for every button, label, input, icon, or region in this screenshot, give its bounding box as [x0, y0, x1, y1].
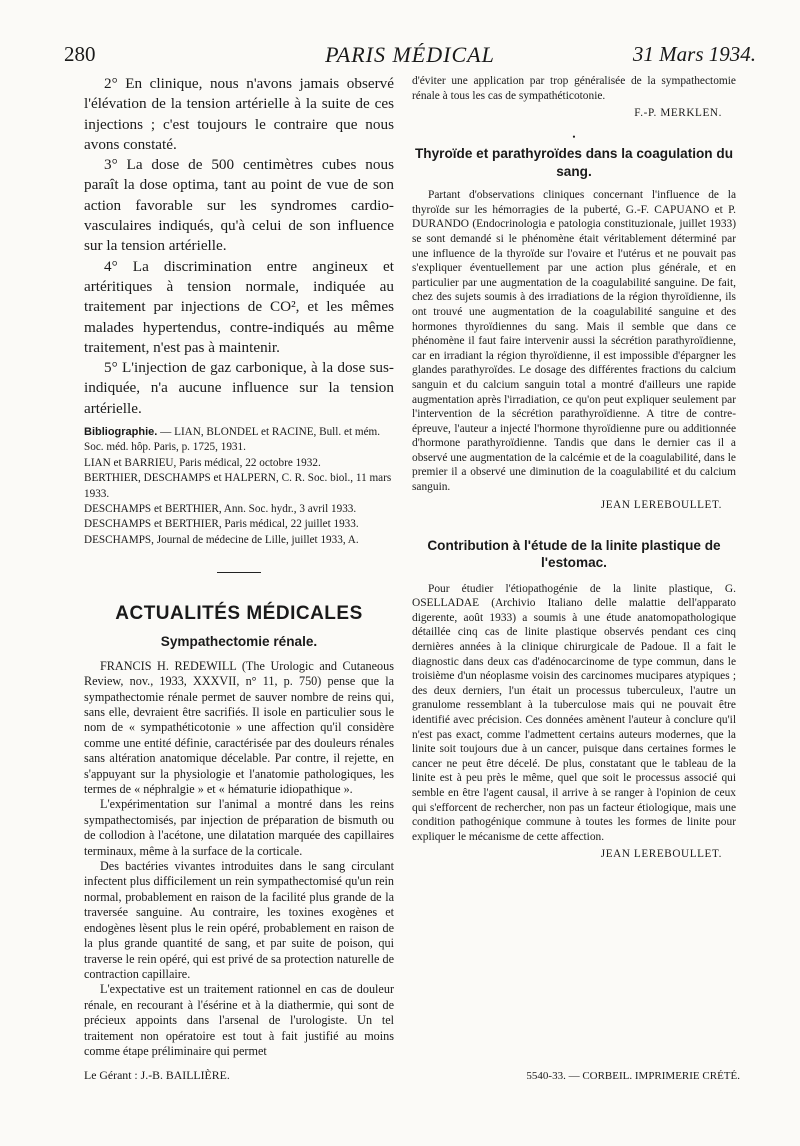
journal-title: PARIS MÉDICAL	[325, 42, 495, 67]
page-header	[64, 42, 756, 72]
paragraph-continuation: d'éviter une application par trop généralisée de la sympathectomie rénale à tous les cas de sympathéticotonie.	[412, 75, 736, 102]
paragraph: L'expectative est un traitement rationnel en cas de douleur rénale, en recourant à l'ésérine et à la diathermie, qui sont de précieux appoints dans l'arsenal de l'urologiste. Un tel traitement non opératoire est tout à fait justifié au moins comme étape préliminaire qui permet	[84, 982, 394, 1058]
paragraph-discrimination: 4° La discrimination entre angineux et artéritiques à tension normale, indiquée au traitement par injections de CO², et les mêmes malades hypertendus, contre-indiqués au même traitement, n'est pas à maintenir.	[84, 257, 394, 356]
paragraph: FRANCIS H. REDEWILL (The Urologic and Cutaneous Review, nov., 1933, XXXVII, n° 11, p. 750) pense que la sympathectomie rénale permet de sauver nombre de reins qui, sans elle, devraient être sacrifiés. Il isole en particulier sous le nom de « sympathéticotonie » une affection qu'il considère comme une entité définie, caractérisée par des douleurs rénales sans altération anatomique décelable. Par contre, il rejette, en s'appuyant sur la physiologie et l'anatomie pathologiques, les termes de « néphralgie » et « hématurie idiopathique ».	[84, 658, 394, 797]
paragraph-dose: 3° La dose de 500 centimètres cubes nous paraît la dose optima, tant au point de vue de son action favorable sur les syndromes cardio-vasculaires indiqués, qu'à celui de son influence sur la tension artérielle.	[84, 156, 394, 255]
paragraph: Des bactéries vivantes introduites dans le sang circulant infectent plus difficilement un rein sympathectomisé qu'un rein normal, probablement en raison de la facilité plus grande de la traversée sanguine. Au contraire, les toxines exogènes et endogènes lèsent plus le rein opéré, probablement en raison de la plus grande quantité de sang, et par suite de poison, qui traverse le rein opéré, qui est privé de sa protection naturelle de contraction capillaire.	[84, 859, 394, 981]
paragraph: L'expérimentation sur l'animal a montré dans les reins sympathectomisés, par injection de préparation de bismuth ou de collodion à l'acétone, une dilatation marquée des capillaires terminaux, même à la surface de la corticale.	[84, 797, 394, 858]
article-title-thyroide: Thyroïde et parathyroïdes dans la coagulation du sang.	[415, 146, 733, 179]
paragraph-clinique: 2° En clinique, nous n'avons jamais observé l'élévation de la tension artérielle à la suite de ces injections ; c'est toujours le contraire que nous avons constaté.	[84, 75, 394, 153]
footer-gerant: Le Gérant : J.-B. BAILLIÈRE.	[84, 1068, 230, 1082]
bibliography-heading: Bibliographie.	[84, 426, 158, 439]
article-title-linite: Contribution à l'étude de la linite plastique de l'estomac.	[427, 537, 721, 571]
page-number: 280	[64, 42, 96, 66]
paragraph: Partant d'observations cliniques concernant l'influence de la thyroïde sur les hémorragies de la puberté, G.-F. CAPUANO et P. DURANDO (Endocrinologia e patologia constituzionale, juillet 1933) se sont demandé si le phénomène était véritablement déterminé par une influence de la thyroïde sur l'ovaire et l'utérus et ne pouvait pas s'expliquer éventuellement par une action plus générale, et en particulier par une augmentation de la coagulabilité sanguine. De fait, chez des sujets soumis à des irradiations de la région thyroïdienne, ils ont trouvé une augmentation de la coagulabilité sanguine et des hormones thyroïdiennes du sang. Mais il semble que dans ce phénomène il faut faire intervenir aussi la sécrétion parathyroïdienne, car en irradiant la région thyroïdienne, il est impossible d'épargner les glandes parathyroïdes. Le dosage des différentes fractions du calcium sanguin et du calcium sanguin total a montré d'ailleurs une rapide augmentation après l'irradiation, ce qu'on peut expliquer seulement par l'intervention de la sécrétion parathyroïdienne. A titre de contre-épreuve, l'auteur a injecté l'hormone thyroïdienne pure ou additionnée d'hormone parathyroïdienne. Tandis que dans le dernier cas il a observé une augmentation de la calcémie et de la coagulabilité, dans le premier il a observé une diminution de la coagulabilité et du calcium sanguin.	[412, 189, 736, 494]
footer-imprimerie: 5540-33. — CORBEIL. IMPRIMERIE CRÉTÉ.	[526, 1070, 740, 1082]
author-signature: JEAN LEREBOULLET.	[600, 848, 722, 861]
section-divider	[217, 572, 261, 573]
bibliography-entry: DESCHAMPS et BERTHIER, Ann. Soc. hydr., 3 avril 1933.	[84, 503, 357, 516]
bibliography	[84, 425, 394, 548]
paragraph: Pour étudier l'étiopathogénie de la linite plastique, G. OSELLADAE (Archivio Italiano delle malattie dell'apparato digerente, août 1933) a soumis à une étude anatomopathologique détaillée cinq cas de linite plastique observés pendant ces cinq dernières années à la clinique chirurgicale de Padoue. Il a fait le diagnostic dans deux cas d'adénocarcinome de type commun, dans le troisième d'un néoplasme voisin des carcinomes mucipares atypiques ; des deux derniers, l'un était un processus tuberculeux, l'autre un granulome ressemblant à la tuberculose mais qui ne pouvait être identifié avec précision. Ces données amènent l'auteur à conclure qu'il n'est pas exact, comme l'admettent certains auteurs modernes, que la linite soit toujours due à un cancer, puisque dans certaines formes le cancer ne peut être décelé. De plus, constatant que le tableau de la linite est à peu près le même, quel que soit le processus associé qui semble en être l'agent causal, il arrive à se ranger à l'opinion de ceux qui s'efforcent de rechercher, non pas un facteur étiologique, mais une condition pathogénique commune à toutes les formes de linite pour expliquer le mécanisme de cette affection.	[412, 582, 736, 843]
article-body-sympathectomie	[84, 659, 394, 1060]
author-signature: F.-P. MERKLEN.	[634, 107, 722, 120]
ornament-dot: •	[572, 132, 576, 143]
bibliography-entry: LIAN et BARRIEU, Paris médical, 22 octobre 1932.	[84, 456, 321, 469]
article-title-sympathectomie: Sympathectomie rénale.	[160, 634, 318, 650]
right-column	[412, 74, 736, 860]
bibliography-entry: BERTHIER, DESCHAMPS et HALPERN, C. R. Soc. biol., 11 mars 1933.	[84, 472, 392, 500]
bibliography-entry: Bibliographie. — LIAN, BLONDEL et RACINE, Bull. et mém. Soc. méd. hôp. Paris, p. 1725, 1931.	[84, 426, 381, 454]
issue-date: 31 Mars 1934.	[632, 42, 756, 66]
author-signature: JEAN LEREBOULLET.	[600, 498, 722, 511]
left-column	[84, 74, 394, 1059]
article-body-thyroide	[412, 188, 736, 494]
bibliography-entry: DESCHAMPS, Journal de médecine de Lille, juillet 1933, A.	[84, 533, 359, 546]
paragraph-injection: 5° L'injection de gaz carbonique, à la dose sus-indiquée, n'a aucune influence sur la tension artérielle.	[84, 359, 394, 417]
article-body-linite	[412, 582, 736, 845]
bibliography-entry: DESCHAMPS et BERTHIER, Paris médical, 22 juillet 1933.	[84, 518, 359, 531]
section-title: ACTUALITÉS MÉDICALES	[115, 603, 363, 625]
